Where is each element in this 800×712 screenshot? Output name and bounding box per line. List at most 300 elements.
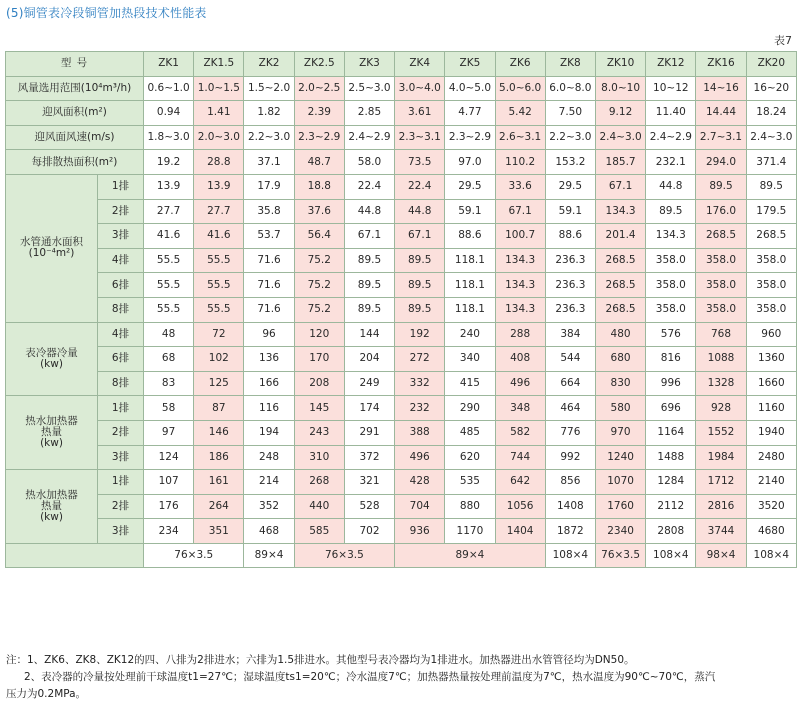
row-sub-label: 8排	[98, 297, 144, 322]
table-cell: 960	[746, 322, 796, 347]
table-cell: 55.5	[144, 248, 194, 273]
table-cell: 291	[344, 420, 394, 445]
table-cell: 71.6	[244, 273, 294, 298]
table-cell: 134.3	[595, 199, 645, 224]
table-cell: 2.3~2.9	[294, 125, 344, 150]
table-cell: 27.7	[194, 199, 244, 224]
table-cell: 358.0	[746, 297, 796, 322]
table-cell: 704	[395, 494, 445, 519]
table-cell: 186	[194, 445, 244, 470]
table-cell: 880	[445, 494, 495, 519]
table-cell: 371.4	[746, 150, 796, 175]
table-cell: 44.8	[646, 174, 696, 199]
table-cell: 272	[395, 347, 445, 372]
row-label: 迎风面积(m²)	[6, 101, 144, 126]
table-cell: 28.8	[194, 150, 244, 175]
table-cell: 53.7	[244, 224, 294, 249]
table-cell: 18.24	[746, 101, 796, 126]
table-cell: 67.1	[395, 224, 445, 249]
table-cell: 44.8	[344, 199, 394, 224]
table-cell: 2.3~3.1	[395, 125, 445, 150]
table-row	[6, 297, 797, 322]
table-cell: 176	[144, 494, 194, 519]
table-cell: 1.5~2.0	[244, 76, 294, 101]
row-sub-label: 4排	[98, 322, 144, 347]
row-sub-label: 6排	[98, 347, 144, 372]
row-sub-label: 1排	[98, 396, 144, 421]
pipe-size-cell: 89×4	[244, 543, 294, 568]
table-cell: 146	[194, 420, 244, 445]
table-cell: 582	[495, 420, 545, 445]
table-cell: 10~12	[646, 76, 696, 101]
table-cell: 2.0~2.5	[294, 76, 344, 101]
table-cell: 107	[144, 470, 194, 495]
pipe-size-cell: 108×4	[746, 543, 796, 568]
table-cell: 1160	[746, 396, 796, 421]
table-row	[6, 322, 797, 347]
table-number: 表7	[774, 34, 792, 47]
pipe-size-cell: 76×3.5	[595, 543, 645, 568]
table-row	[6, 420, 797, 445]
row-sub-label: 8排	[98, 371, 144, 396]
table-cell: 268.5	[696, 224, 746, 249]
table-cell: 3744	[696, 519, 746, 544]
table-cell: 88.6	[545, 224, 595, 249]
table-cell: 1940	[746, 420, 796, 445]
table-cell: 37.6	[294, 199, 344, 224]
table-cell: 68	[144, 347, 194, 372]
row-label: 风量选用范围(10⁴m³/h)	[6, 76, 144, 101]
pipe-size-cell: 98×4	[696, 543, 746, 568]
table-cell: 5.42	[495, 101, 545, 126]
table-cell: 440	[294, 494, 344, 519]
table-cell: 2340	[595, 519, 645, 544]
table-cell: 1872	[545, 519, 595, 544]
table-cell: 535	[445, 470, 495, 495]
table-cell: 240	[445, 322, 495, 347]
table-cell: 928	[696, 396, 746, 421]
group-label-line: (10⁻⁴m²)	[28, 247, 75, 260]
table-cell: 116	[244, 396, 294, 421]
table-cell: 544	[545, 347, 595, 372]
table-cell: 776	[545, 420, 595, 445]
table-cell: 144	[344, 322, 394, 347]
group-label-line: 热水加热器	[25, 488, 78, 501]
table-cell: 4680	[746, 519, 796, 544]
row-sub-label: 3排	[98, 445, 144, 470]
table-cell: 2.2~3.0	[244, 125, 294, 150]
table-cell: 89.5	[746, 174, 796, 199]
table-row	[6, 125, 797, 150]
table-cell: 161	[194, 470, 244, 495]
table-cell: 236.3	[545, 297, 595, 322]
table-cell: 67.1	[595, 174, 645, 199]
table-cell: 118.1	[445, 273, 495, 298]
table-cell: 1404	[495, 519, 545, 544]
table-cell: 176.0	[696, 199, 746, 224]
table-cell: 59.1	[445, 199, 495, 224]
table-cell: 44.8	[395, 199, 445, 224]
table-cell: 1552	[696, 420, 746, 445]
group-label-line: 热量	[41, 499, 62, 512]
table-cell: 243	[294, 420, 344, 445]
table-cell: 384	[545, 322, 595, 347]
table-cell: 1056	[495, 494, 545, 519]
note-line-3: 压力为0.2MPa。	[6, 688, 87, 700]
table-cell: 8.0~10	[595, 76, 645, 101]
row-label: 迎风面风速(m/s)	[6, 125, 144, 150]
table-cell: 27.7	[144, 199, 194, 224]
table-cell: 3.0~4.0	[395, 76, 445, 101]
table-row	[6, 224, 797, 249]
table-cell: 2.4~3.0	[595, 125, 645, 150]
table-cell: 170	[294, 347, 344, 372]
table-cell: 59.1	[545, 199, 595, 224]
table-cell: 97.0	[445, 150, 495, 175]
table-cell: 48	[144, 322, 194, 347]
model-header: ZK5	[445, 52, 495, 77]
model-header: ZK20	[746, 52, 796, 77]
model-header: ZK1.5	[194, 52, 244, 77]
table-cell: 232	[395, 396, 445, 421]
table-cell: 14~16	[696, 76, 746, 101]
table-cell: 125	[194, 371, 244, 396]
table-cell: 340	[445, 347, 495, 372]
table-cell: 37.1	[244, 150, 294, 175]
table-cell: 2.39	[294, 101, 344, 126]
table-cell: 1.41	[194, 101, 244, 126]
row-sub-label: 2排	[98, 420, 144, 445]
row-sub-label: 2排	[98, 494, 144, 519]
table-cell: 358.0	[696, 297, 746, 322]
table-cell: 35.8	[244, 199, 294, 224]
table-cell: 268	[294, 470, 344, 495]
table-cell: 348	[495, 396, 545, 421]
group-label-line: (kw)	[40, 357, 63, 370]
table-cell: 2816	[696, 494, 746, 519]
table-cell: 1164	[646, 420, 696, 445]
table-cell: 55.5	[194, 248, 244, 273]
table-cell: 234	[144, 519, 194, 544]
table-cell: 464	[545, 396, 595, 421]
table-cell: 56.4	[294, 224, 344, 249]
table-cell: 134.3	[646, 224, 696, 249]
table-cell: 1070	[595, 470, 645, 495]
table-cell: 830	[595, 371, 645, 396]
table-cell: 22.4	[344, 174, 394, 199]
model-header: ZK2	[244, 52, 294, 77]
table-cell: 358.0	[746, 273, 796, 298]
group-label	[6, 174, 98, 322]
table-cell: 55.5	[194, 297, 244, 322]
table-cell: 856	[545, 470, 595, 495]
row-sub-label: 3排	[98, 224, 144, 249]
table-cell: 5.0~6.0	[495, 76, 545, 101]
table-cell: 585	[294, 519, 344, 544]
table-cell: 89.5	[395, 273, 445, 298]
table-cell: 0.94	[144, 101, 194, 126]
pipe-size-cell: 76×3.5	[144, 543, 244, 568]
model-header: ZK8	[545, 52, 595, 77]
table-cell: 358.0	[646, 248, 696, 273]
table-cell: 75.2	[294, 297, 344, 322]
table-cell: 29.5	[445, 174, 495, 199]
table-cell: 351	[194, 519, 244, 544]
pipe-size-row	[6, 543, 797, 568]
table-cell: 55.5	[194, 273, 244, 298]
table-cell: 2.3~2.9	[445, 125, 495, 150]
group-label-line: (kw)	[40, 437, 63, 450]
model-header: ZK2.5	[294, 52, 344, 77]
table-cell: 408	[495, 347, 545, 372]
table-cell: 118.1	[445, 297, 495, 322]
table-cell: 201.4	[595, 224, 645, 249]
table-cell: 96	[244, 322, 294, 347]
table-cell: 1088	[696, 347, 746, 372]
table-cell: 2.4~2.9	[344, 125, 394, 150]
group-label	[6, 322, 98, 396]
table-cell: 232.1	[646, 150, 696, 175]
group-label	[6, 396, 98, 470]
row-sub-label: 2排	[98, 199, 144, 224]
row-sub-label: 1排	[98, 470, 144, 495]
model-header: ZK1	[144, 52, 194, 77]
table-cell: 388	[395, 420, 445, 445]
table-cell: 2.0~3.0	[194, 125, 244, 150]
pipe-size-cell: 108×4	[545, 543, 595, 568]
table-cell: 2112	[646, 494, 696, 519]
row-sub-label: 4排	[98, 248, 144, 273]
table-cell: 102	[194, 347, 244, 372]
table-cell: 179.5	[746, 199, 796, 224]
table-cell: 89.5	[646, 199, 696, 224]
table-row	[6, 150, 797, 175]
group-label-line: 热量	[41, 426, 62, 439]
table-cell: 71.6	[244, 297, 294, 322]
row-sub-label: 3排	[98, 519, 144, 544]
table-row	[6, 273, 797, 298]
table-cell: 2.4~3.0	[746, 125, 796, 150]
table-cell: 358.0	[696, 273, 746, 298]
table-cell: 358.0	[696, 248, 746, 273]
table-cell: 1488	[646, 445, 696, 470]
table-cell: 428	[395, 470, 445, 495]
table-cell: 1408	[545, 494, 595, 519]
table-row	[6, 101, 797, 126]
pipe-size-cell: 108×4	[646, 543, 696, 568]
note-line-2: 2、表冷器的冷量按处理前干球温度t1=27℃；湿球温度ts1=20℃；冷水温度7℃；加热器热量按处理前温度为7℃，热水温度为90℃~70℃，蒸汽	[24, 671, 716, 683]
table-cell: 768	[696, 322, 746, 347]
table-cell: 2.2~3.0	[545, 125, 595, 150]
table-cell: 89.5	[395, 297, 445, 322]
table-cell: 134.3	[495, 273, 545, 298]
table-cell: 118.1	[445, 248, 495, 273]
table-cell: 22.4	[395, 174, 445, 199]
table-cell: 29.5	[545, 174, 595, 199]
table-cell: 89.5	[696, 174, 746, 199]
row-label: 每排散热面积(m²)	[6, 150, 144, 175]
table-cell: 75.2	[294, 273, 344, 298]
table-cell: 1.8~3.0	[144, 125, 194, 150]
model-header: ZK12	[646, 52, 696, 77]
table-cell: 236.3	[545, 248, 595, 273]
table-cell: 67.1	[344, 224, 394, 249]
note-line-1: 注：1、ZK6、ZK8、ZK12的四、八排为2排进水；六排为1.5排进水。其他型号表冷器均为1排进水。加热器进出水管管径均为DN50。	[6, 654, 635, 666]
table-cell: 1760	[595, 494, 645, 519]
table-cell: 89.5	[344, 273, 394, 298]
table-row	[6, 445, 797, 470]
group-label-line: 表冷器冷量	[25, 346, 78, 359]
group-label	[6, 470, 98, 544]
table-cell: 58	[144, 396, 194, 421]
table-cell: 680	[595, 347, 645, 372]
table-cell: 87	[194, 396, 244, 421]
table-cell: 580	[595, 396, 645, 421]
table-cell: 4.77	[445, 101, 495, 126]
table-cell: 1360	[746, 347, 796, 372]
group-label-line: 热水加热器	[25, 415, 78, 428]
table-cell: 358.0	[746, 248, 796, 273]
table-cell: 528	[344, 494, 394, 519]
table-cell: 2808	[646, 519, 696, 544]
table-cell: 88.6	[445, 224, 495, 249]
table-cell: 1170	[445, 519, 495, 544]
table-cell: 1.0~1.5	[194, 76, 244, 101]
model-header: ZK10	[595, 52, 645, 77]
table-cell: 134.3	[495, 248, 545, 273]
table-cell: 2.7~3.1	[696, 125, 746, 150]
table-cell: 19.2	[144, 150, 194, 175]
group-label-line: (kw)	[40, 510, 63, 523]
table-row	[6, 347, 797, 372]
table-cell: 480	[595, 322, 645, 347]
table-cell: 415	[445, 371, 495, 396]
table-cell: 268.5	[595, 248, 645, 273]
table-cell: 352	[244, 494, 294, 519]
table-row	[6, 248, 797, 273]
table-row	[6, 76, 797, 101]
table-cell: 358.0	[646, 273, 696, 298]
table-cell: 1328	[696, 371, 746, 396]
table-cell: 2.85	[344, 101, 394, 126]
table-cell: 970	[595, 420, 645, 445]
table-cell: 1.82	[244, 101, 294, 126]
table-row	[6, 174, 797, 199]
header-row	[6, 52, 797, 77]
table-cell: 33.6	[495, 174, 545, 199]
table-cell: 702	[344, 519, 394, 544]
table-cell: 13.9	[144, 174, 194, 199]
table-row	[6, 199, 797, 224]
table-cell: 41.6	[144, 224, 194, 249]
table-cell: 204	[344, 347, 394, 372]
table-cell: 72	[194, 322, 244, 347]
table-cell: 3520	[746, 494, 796, 519]
table-cell: 75.2	[294, 248, 344, 273]
table-cell: 89.5	[344, 248, 394, 273]
table-cell: 6.0~8.0	[545, 76, 595, 101]
table-row	[6, 371, 797, 396]
table-cell: 294.0	[696, 150, 746, 175]
table-cell: 248	[244, 445, 294, 470]
pipe-row-label	[6, 543, 144, 568]
table-cell: 208	[294, 371, 344, 396]
table-cell: 1712	[696, 470, 746, 495]
table-cell: 18.8	[294, 174, 344, 199]
table-cell: 696	[646, 396, 696, 421]
table-cell: 321	[344, 470, 394, 495]
table-cell: 249	[344, 371, 394, 396]
table-cell: 576	[646, 322, 696, 347]
table-cell: 73.5	[395, 150, 445, 175]
table-cell: 268.5	[746, 224, 796, 249]
performance-table	[5, 51, 797, 568]
table-cell: 310	[294, 445, 344, 470]
table-cell: 14.44	[696, 101, 746, 126]
model-header: ZK3	[344, 52, 394, 77]
table-cell: 48.7	[294, 150, 344, 175]
pipe-size-cell: 76×3.5	[294, 543, 394, 568]
table-cell: 268.5	[595, 273, 645, 298]
table-cell: 120	[294, 322, 344, 347]
table-cell: 290	[445, 396, 495, 421]
model-header: ZK4	[395, 52, 445, 77]
table-cell: 1240	[595, 445, 645, 470]
table-cell: 3.61	[395, 101, 445, 126]
table-cell: 1984	[696, 445, 746, 470]
table-cell: 2480	[746, 445, 796, 470]
table-row	[6, 519, 797, 544]
table-row	[6, 470, 797, 495]
table-cell: 936	[395, 519, 445, 544]
table-cell: 0.6~1.0	[144, 76, 194, 101]
table-cell: 1660	[746, 371, 796, 396]
table-cell: 642	[495, 470, 545, 495]
table-cell: 236.3	[545, 273, 595, 298]
table-cell: 124	[144, 445, 194, 470]
table-cell: 71.6	[244, 248, 294, 273]
model-header: ZK16	[696, 52, 746, 77]
table-cell: 166	[244, 371, 294, 396]
table-cell: 153.2	[545, 150, 595, 175]
table-cell: 1284	[646, 470, 696, 495]
table-cell: 9.12	[595, 101, 645, 126]
table-cell: 2.6~3.1	[495, 125, 545, 150]
row-sub-label: 6排	[98, 273, 144, 298]
table-cell: 194	[244, 420, 294, 445]
table-cell: 485	[445, 420, 495, 445]
model-header: ZK6	[495, 52, 545, 77]
table-cell: 816	[646, 347, 696, 372]
table-cell: 372	[344, 445, 394, 470]
table-cell: 332	[395, 371, 445, 396]
table-row	[6, 396, 797, 421]
table-cell: 288	[495, 322, 545, 347]
table-cell: 496	[495, 371, 545, 396]
table-cell: 2.5~3.0	[344, 76, 394, 101]
table-cell: 2.4~2.9	[646, 125, 696, 150]
table-cell: 58.0	[344, 150, 394, 175]
table-row	[6, 494, 797, 519]
table-cell: 145	[294, 396, 344, 421]
table-cell: 2140	[746, 470, 796, 495]
table-cell: 7.50	[545, 101, 595, 126]
table-cell: 110.2	[495, 150, 545, 175]
table-cell: 744	[495, 445, 545, 470]
table-cell: 89.5	[344, 297, 394, 322]
table-cell: 41.6	[194, 224, 244, 249]
table-cell: 83	[144, 371, 194, 396]
